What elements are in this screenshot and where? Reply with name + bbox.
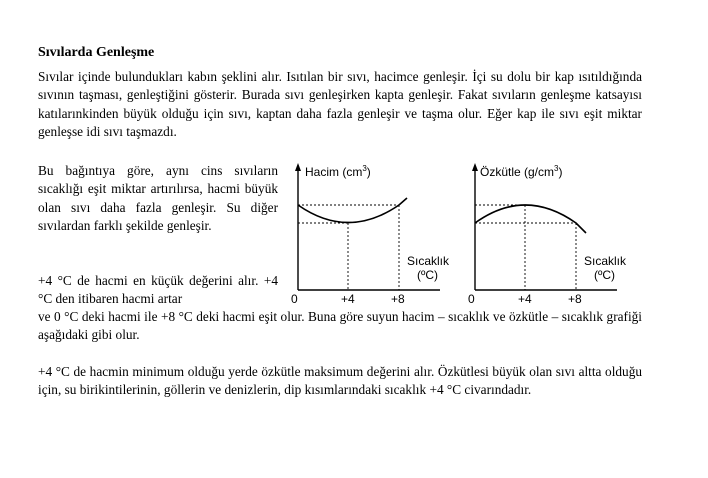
density-curve xyxy=(475,205,586,233)
section-title: Sıvılarda Genleşme xyxy=(38,45,155,60)
temperature-unit-label: (ºC) xyxy=(594,268,616,282)
tick-label-0: 0 xyxy=(291,292,298,306)
tick-label-8: +8 xyxy=(391,292,405,306)
water-paragraph-rest: ve 0 °C deki hacmi ile +8 °C deki hacmi eşit olur. Buna göre suyun hacim – sıcaklık ve özkütle – sıcaklık grafiği aşağıdaki gibi olur. xyxy=(38,309,642,343)
density-temperature-chart xyxy=(462,158,642,308)
density-axis-label: Özkütle $(g/cm^3)$ xyxy=(480,164,563,179)
relation-paragraph: Bu bağıntıya göre, aynı cins sıvıların sıcaklığı eşit miktar artırılırsa, hacmi büyük olan sıvı daha fazla genleşir. Su diğer sıvılardan farklı şekilde genleşir. xyxy=(38,163,278,233)
temperature-axis-label: Sıcaklık xyxy=(407,254,450,268)
density-paragraph: +4 °C de hacmin minimum olduğu yerde özkütle maksimum değerini alır. Özkütlesi büyük olan sıvı altta olduğu için, su birikintilerinin, göllerin ve denizlerin, dip kısımlarındaki sıcaklık +4 °C civarındadır. xyxy=(38,364,642,398)
water-paragraph-start: +4 °C de hacmi en küçük değerini alır. +4 °C den itibaren hacmi artar xyxy=(38,273,278,307)
temperature-unit-label: (ºC) xyxy=(417,268,439,282)
y-axis-arrow xyxy=(295,163,301,171)
tick-label-4: +4 xyxy=(341,292,355,306)
volume-temperature-chart xyxy=(285,158,470,308)
tick-label-4: +4 xyxy=(518,292,532,306)
tick-label-0: 0 xyxy=(468,292,475,306)
temperature-axis-label: Sıcaklık xyxy=(584,254,627,268)
tick-label-8: +8 xyxy=(568,292,582,306)
intro-paragraph: Sıvılar içinde bulundukları kabın şeklini alır. Isıtılan bir sıvı, hacimce genleşir. İçi su dolu bir kap ısıtıldığında sıvının taşması, genleştiğini gösterir. Burada sıvı genleşirken kapta genleşir. Fakat sıvıların genleşme katsayısı katılarınkinden büyük olduğu için sıvı, kaptan daha fazla genleşir ve taşma olur. Eğer kap ile sıvı eşit miktar genleşse idi sıvı taşmazdı. xyxy=(38,69,642,139)
volume-axis-label: Hacim $(cm^3)$ xyxy=(305,164,371,179)
volume-curve xyxy=(298,198,407,223)
y-axis-arrow xyxy=(472,163,478,171)
